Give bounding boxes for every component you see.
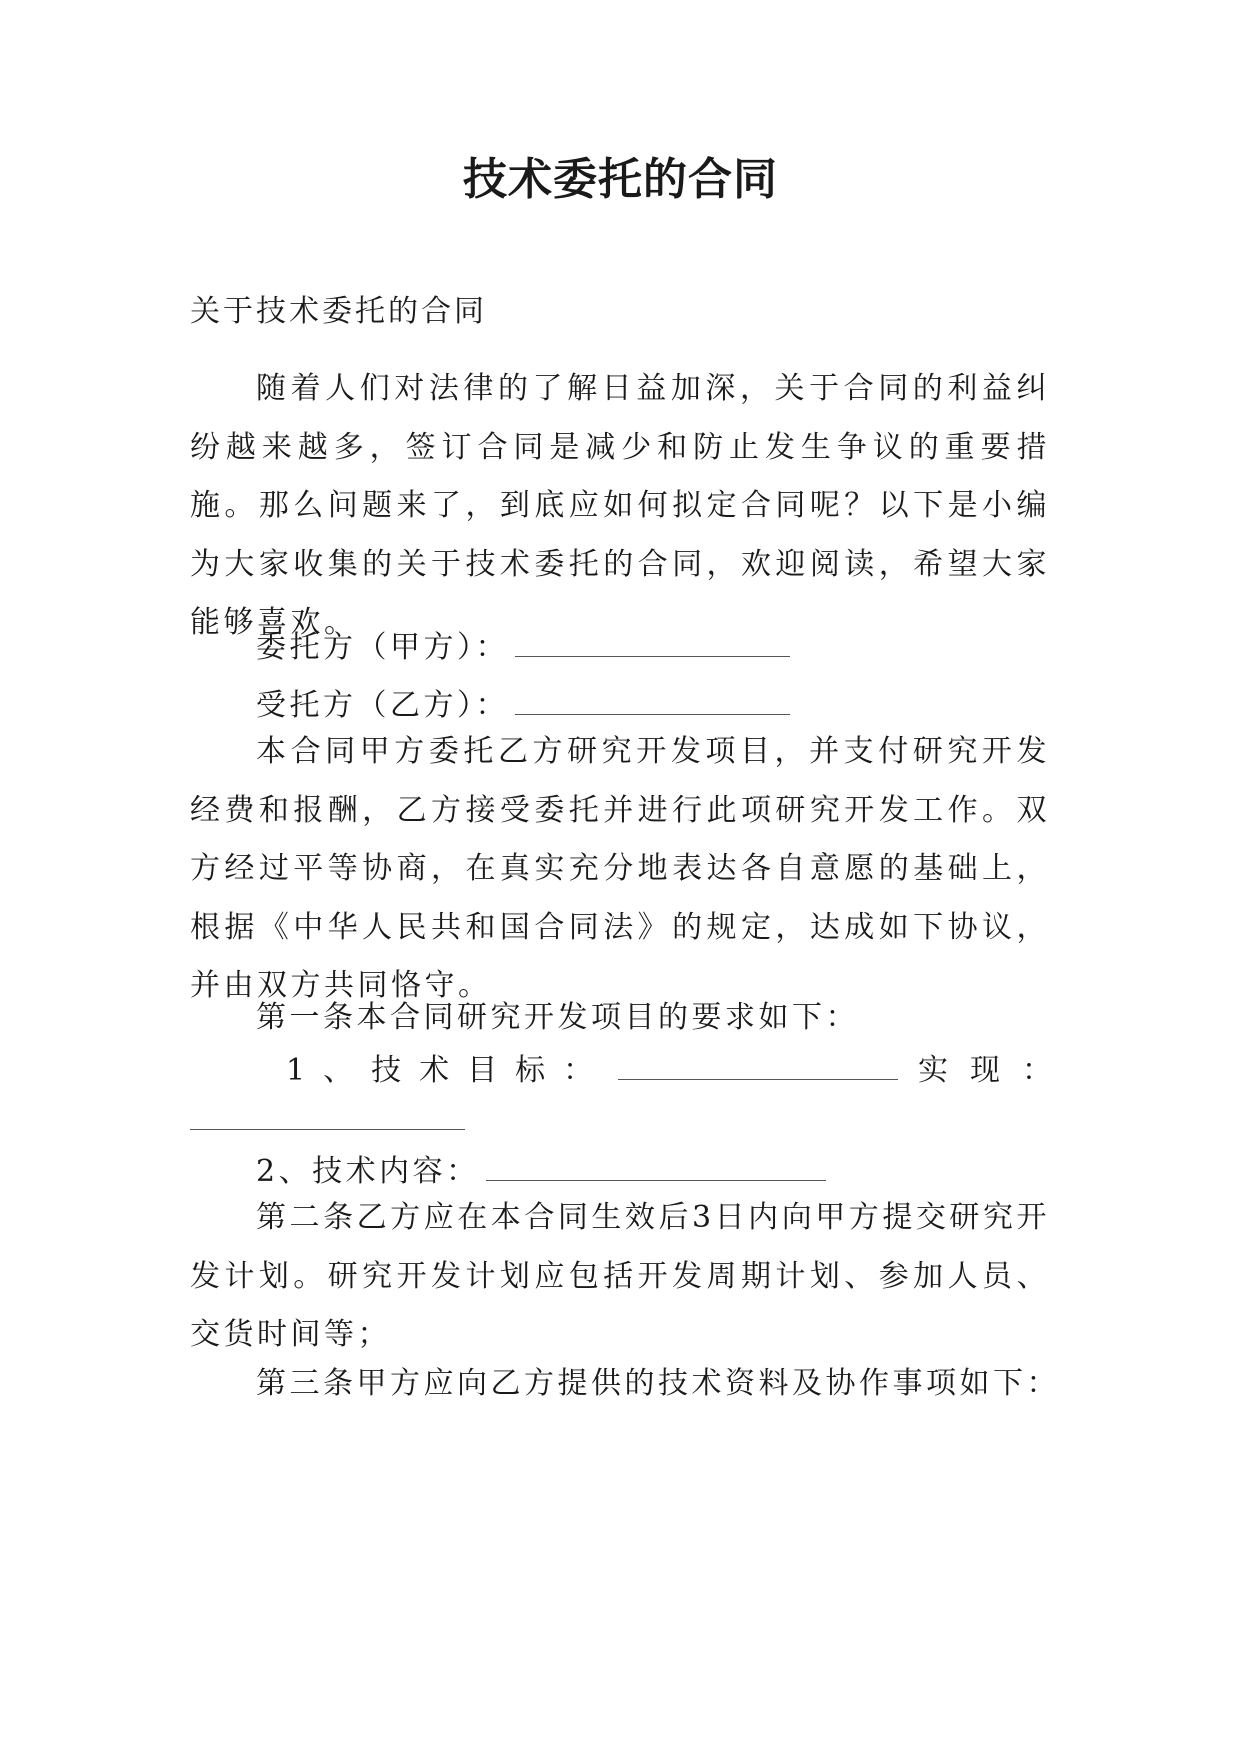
article-2: 第二条乙方应在本合同生效后3日内向甲方提交研究开发计划。研究开发计划应包括开发周期计划、参加人员、交货时间等；	[190, 1200, 1050, 1352]
item-1-label: 1、技术目标：	[286, 1053, 612, 1088]
party-a-line	[256, 628, 790, 668]
item-2-blank	[486, 1158, 826, 1181]
item-2-label: 2、技术内容：	[256, 1154, 480, 1189]
item-1-blank-2-wrap	[190, 1101, 465, 1141]
intro-paragraph: 随着人们对法律的了解日益加深，关于合同的利益纠纷越来越多，签订合同是减少和防止发生争议的重要措施。那么问题来了，到底应如何拟定合同呢？以下是小编为大家收集的关于技术委托的合同，欢迎阅读，希望大家能够喜欢。	[190, 371, 1050, 640]
item-2-line	[256, 1152, 826, 1192]
article-3: 第三条甲方应向乙方提供的技术资料及协作事项如下：	[256, 1366, 1060, 1401]
party-b-label: 受托方（乙方）：	[256, 688, 509, 723]
party-b-line	[256, 686, 790, 726]
item-1-blank	[618, 1057, 898, 1080]
document-subtitle: 关于技术委托的合同	[190, 294, 487, 329]
article-1: 第一条本合同研究开发项目的要求如下：	[256, 1000, 859, 1035]
item-1-blank-2	[190, 1107, 465, 1130]
item-1-blank-wrap	[618, 1051, 898, 1091]
preamble-paragraph: 本合同甲方委托乙方研究开发项目，并支付研究开发经费和报酬，乙方接受委托并进行此项研究开发工作。双方经过平等协商，在真实充分地表达各自意愿的基础上，根据《中华人民共和国合同法》的规定，达成如下协议，并由双方共同恪守。	[190, 734, 1050, 1003]
party-a-blank	[515, 634, 790, 657]
party-b-blank	[515, 692, 790, 715]
item-1-realize: 实现：	[918, 1053, 1074, 1088]
party-a-label: 委托方（甲方）：	[256, 630, 509, 665]
document-title: 技术委托的合同	[463, 154, 778, 205]
